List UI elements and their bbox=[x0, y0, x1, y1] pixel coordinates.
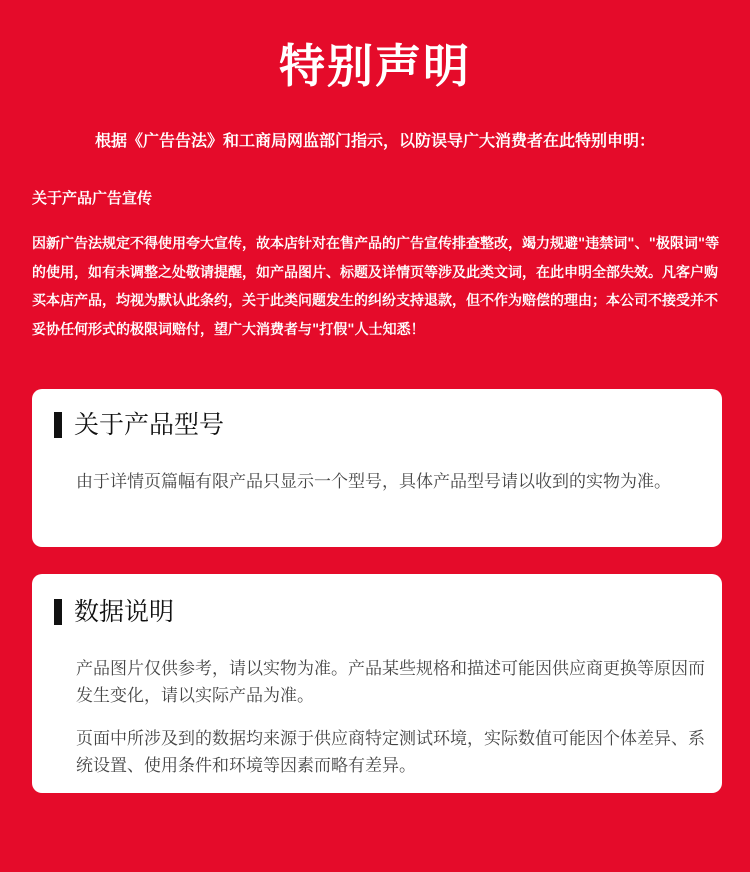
product-model-text: 由于详情页篇幅有限产品只显示一个型号，具体产品型号请以收到的实物为准。 bbox=[76, 472, 671, 492]
data-note-paragraph-2: 页面中所涉及到的数据均来源于供应商特定测试环境，实际数值可能因个体差异、系统设置、使用条件和环境等因素而略有差异。 bbox=[76, 729, 705, 776]
product-model-card bbox=[32, 389, 722, 547]
data-note-paragraph-1: 产品图片仅供参考，请以实物为准。产品某些规格和描述可能因供应商更换等原因而发生变化，请以实际产品为准。 bbox=[76, 659, 705, 706]
advertising-notice-heading: 关于产品广告宣传 bbox=[32, 189, 153, 207]
data-note-card-header bbox=[54, 594, 174, 630]
page-subtitle: 根据《广告告法》和工商局网监部门指示，以防误导广大消费者在此特别申明： bbox=[94, 131, 655, 150]
product-model-title: 关于产品型号 bbox=[74, 410, 225, 439]
heading-bar bbox=[54, 599, 62, 625]
product-model-card-header bbox=[54, 407, 224, 443]
data-note-card bbox=[32, 574, 722, 793]
heading-bar bbox=[54, 412, 62, 438]
data-note-title: 数据说明 bbox=[74, 597, 175, 626]
page-title: 特别声明 bbox=[279, 39, 471, 93]
advertising-notice-body: 因新广告法规定不得使用夸大宣传，故本店针对在售产品的广告宣传排查整改，竭力规避"违禁词"、"极限词"等的使用，如有未调整之处敬请提醒，如产品图片、标题及详情页等涉及此类文词，在此申明全部失效。凡客户购买本店产品，均视为默认此条约，关于此类问题发生的纠纷支持退款，但不作为赔偿的理由；本公司不接受并不妥协任何形式的极限词赔付，望广大消费者与"打假"人士知悉！ bbox=[32, 236, 720, 338]
